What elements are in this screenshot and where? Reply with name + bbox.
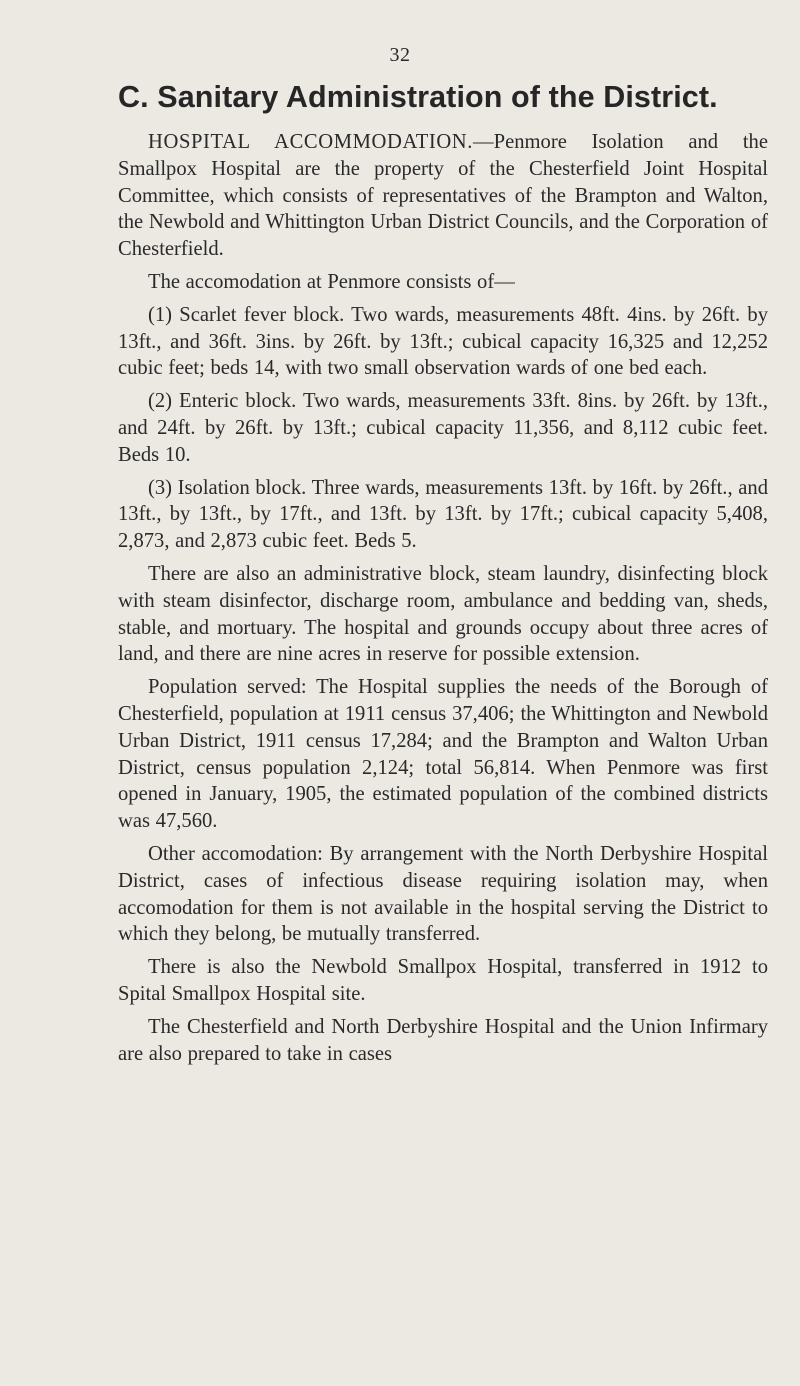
page-number: 32 — [389, 44, 411, 66]
paragraph-scarlet-fever-block: (1) Scarlet fever block. Two wards, measurements 48ft. 4ins. by 26ft. by 13ft., and 36ft. 3ins. by 26ft. by 13ft.; cubical capacity 16,325 and 12,252 cubic feet; beds 14, with two small observation wards of one bed each. — [118, 303, 768, 380]
paragraph-text: —Penmore Isolation and the Smallpox Hospital are the property of the Chesterfield Joint Hospital Committee, which consists of representatives of the Brampton and Walton, the Newbold and Whittington Urban District Councils, and the Corporation of Chesterfield. — [118, 131, 768, 261]
paragraph-accomodation-intro: The accomodation at Penmore consists of— — [148, 270, 515, 293]
section-heading: C. Sanitary Administration of the District. — [118, 80, 718, 114]
paragraph-hospital-accommodation — [118, 129, 768, 263]
paragraph-other-accomodation: Other accomodation: By arrangement with the North Derbyshire Hospital District, cases of infectious disease requiring isolation may, when accomodation for them is not available in the hospital serving the District to which they belong, be mutually transferred. — [118, 842, 768, 946]
paragraph-isolation-block: (3) Isolation block. Three wards, measurements 13ft. by 16ft. by 26ft., and 13ft., by 13ft., by 17ft., and 13ft. by 13ft. by 17ft.; cubical capacity 5,408, 2,873, and 2,873 cubic feet. Beds 5. — [118, 476, 768, 553]
body-text — [118, 129, 768, 1073]
paragraph-infirmary: The Chesterfield and North Derbyshire Hospital and the Union Infirmary are also prepared to take in cases — [118, 1015, 768, 1065]
paragraph-enteric-block: (2) Enteric block. Two wards, measurements 33ft. 8ins. by 26ft. by 13ft., and 24ft. by 26ft. by 13ft.; cubical capacity 11,356, and 8,112 cubic feet. Beds 10. — [118, 390, 768, 466]
paragraph-other-buildings: There are also an administrative block, steam laundry, disinfecting block with steam disinfector, discharge room, ambulance and bedding van, sheds, stable, and mortuary. The hospital and grounds occupy about three acres of land, and there are nine acres in reserve for possible extension. — [118, 562, 768, 666]
run-in-heading: HOSPITAL ACCOMMODATION. — [148, 131, 474, 153]
paragraph-newbold-smallpox: There is also the Newbold Smallpox Hospital, transferred in 1912 to Spital Smallpox Hospital site. — [118, 956, 768, 1005]
paragraph-population-served: Population served: The Hospital supplies the needs of the Borough of Chesterfield, population at 1911 census 37,406; the Whittington and Newbold Urban District, 1911 census 17,284; and the Brampton and Walton Urban District, census population 2,124; total 56,814. When Penmore was first opened in January, 1905, the estimated population of the combined districts was 47,560. — [118, 676, 768, 833]
